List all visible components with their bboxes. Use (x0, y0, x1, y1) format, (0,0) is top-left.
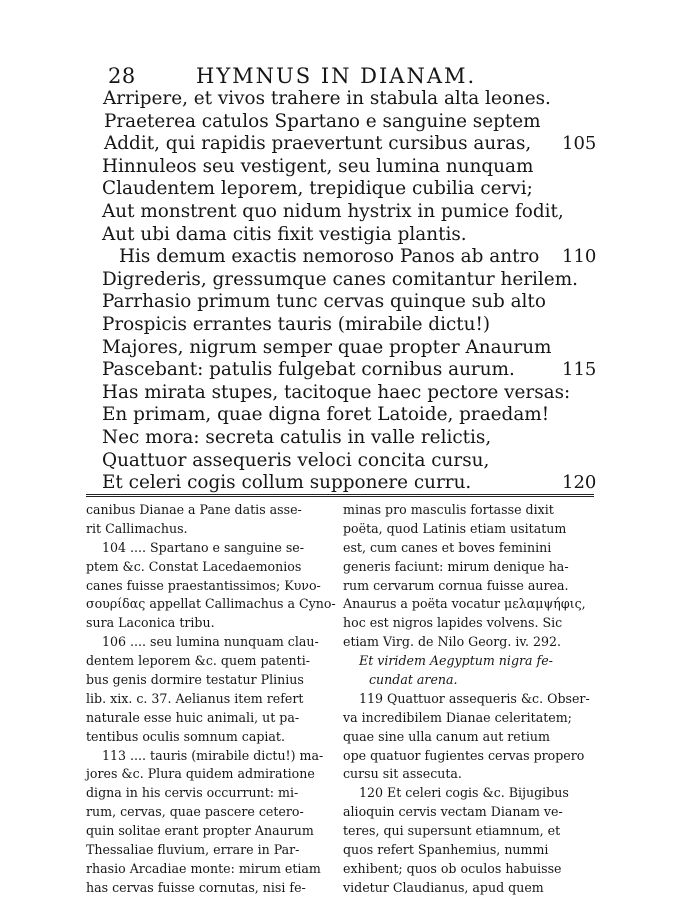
note-line: dentem leporem &c. quem patenti- (86, 653, 311, 669)
verse-line (0, 269, 694, 292)
note-line: generis faciunt: mirum denique ha- (343, 558, 569, 574)
verse-line (0, 427, 694, 450)
note-line: quos refert Spanhemius, nummi (343, 842, 549, 858)
verse-line (0, 291, 694, 314)
verse-block (0, 88, 694, 495)
line-number: 110 (562, 246, 597, 268)
note-line: est, cum canes et boves feminini (343, 539, 552, 555)
note-line: Anaurus a poëta vocatur μελαμψήφις, (343, 596, 586, 612)
verse-line (0, 246, 694, 269)
verse-line-text: Hinnuleos seu vestigent, seu lumina nunquam (102, 155, 534, 177)
verse-line-text: Claudentem leporem, trepidique cubilia cervi; (102, 178, 533, 200)
verse-line-text: Pascebant: patulis fulgebat cornibus aurum. (102, 359, 515, 381)
note-line: 113 .... tauris (mirabile dictu!) ma- (102, 747, 324, 763)
note-quotation-line: Et viridem Aegyptum nigra fe- (359, 653, 553, 669)
verse-line (0, 337, 694, 360)
verse-line-text: Digrederis, gressumque canes comitantur herilem. (102, 268, 578, 290)
note-line: sura Laconica tribu. (86, 615, 215, 631)
verse-line-text: Nec mora: secreta catulis in valle relictis, (102, 426, 492, 448)
note-line: poëta, quod Latinis etiam usitatum (343, 520, 567, 536)
verse-line-text: Quattuor assequeris veloci concita cursu, (102, 449, 490, 471)
note-line: quae sine ulla canum aut retium (343, 728, 550, 744)
verse-line-text: Arripere, et vivos trahere in stabula alta leones. (103, 88, 551, 109)
note-line: etiam Virg. de Nilo Georg. iv. 292. (343, 634, 562, 650)
note-line: naturale esse huic animali, ut pa- (86, 709, 300, 725)
verse-line (0, 450, 694, 473)
note-line: rum, cervas, quae pascere cetero- (86, 804, 304, 820)
note-line: σουρίδας appellat Callimachus a Cyno- (86, 596, 336, 612)
verse-line-text: Majores, nigrum semper quae propter Anaurum (102, 336, 552, 358)
note-line: quin solitae erant propter Anaurum (86, 823, 314, 839)
note-line: hoc est nigros lapides volvens. Sic (343, 615, 563, 631)
note-line: canes fuisse praestantissimos; Κυνο- (86, 577, 321, 593)
line-number: 120 (562, 472, 597, 494)
note-line: 106 .... seu lumina nunquam clau- (102, 634, 319, 650)
verse-line-text: Aut ubi dama citis fixit vestigia plantis. (102, 223, 467, 245)
verse-line (0, 88, 694, 111)
running-title: HYMNUS IN DIANAM. (196, 64, 477, 88)
note-line: alioquin cervis vectam Dianam ve- (343, 804, 563, 820)
verse-line-text: Addit, qui rapidis praevertunt cursibus auras, (104, 133, 532, 155)
note-line: 120 Et celeri cogis &c. Bijugibus (359, 785, 569, 801)
note-line: jores &c. Plura quidem admiratione (86, 766, 315, 782)
note-line: canibus Dianae a Pane datis asse- (86, 502, 302, 517)
note-line: 119 Quattuor assequeris &c. Obser- (359, 690, 590, 706)
note-line: va incredibilem Dianae celeritatem; (343, 709, 572, 725)
note-line: videtur Claudianus, apud quem (343, 879, 544, 895)
verse-line (0, 178, 694, 201)
verse-line (0, 382, 694, 405)
note-line: tentibus oculis somnum capiat. (86, 728, 285, 744)
note-line: Thessaliae fluvium, errare in Par- (86, 842, 300, 858)
verse-line-text: Prospicis errantes tauris (mirabile dictu!) (102, 313, 491, 335)
footnotes-left-column (86, 501, 336, 898)
verse-line (0, 472, 694, 495)
verse-line-text: Has mirata stupes, tacitoque haec pectore versas: (102, 381, 571, 403)
note-quotation-line: cundat arena. (369, 672, 458, 688)
page-number: 28 (108, 64, 136, 88)
verse-line-text: His demum exactis nemoroso Panos ab antro (119, 246, 540, 268)
note-line: ptem &c. Constat Lacedaemonios (86, 558, 302, 574)
note-line: 104 .... Spartano e sanguine se- (102, 539, 305, 555)
footnote-separator (86, 494, 594, 497)
note-line: digna in his cervis occurrunt: mi- (86, 785, 299, 801)
line-number: 115 (562, 359, 597, 381)
verse-line-text: Et celeri cogis collum supponere curru. (102, 472, 472, 494)
verse-line (0, 201, 694, 224)
note-line: has cervas fuisse cornutas, nisi fe- (86, 879, 306, 895)
verse-line-text: Praeterea catulos Spartano e sanguine septem (104, 110, 541, 132)
note-line: rhasio Arcadiae monte: mirum etiam (86, 860, 321, 876)
verse-line (0, 156, 694, 179)
line-number: 105 (562, 133, 597, 155)
verse-line (0, 224, 694, 247)
verse-line (0, 359, 694, 382)
note-line: rit Callimachus. (86, 520, 188, 536)
note-line: bus genis dormire testatur Plinius (86, 672, 304, 688)
note-line: rum cervarum cornua fuisse aurea. (343, 577, 569, 593)
note-line: lib. xix. c. 37. Aelianus item refert (86, 690, 304, 706)
note-line: cursu sit assecuta. (343, 766, 462, 782)
note-line: minas pro masculis fortasse dixit (343, 502, 554, 517)
verse-line (0, 314, 694, 337)
verse-line (0, 111, 694, 134)
footnotes-right-column (343, 501, 601, 898)
note-line: exhibent; quos ob oculos habuisse (343, 860, 562, 876)
verse-line (0, 404, 694, 427)
note-line: ope quatuor fugientes cervas propero (343, 747, 585, 763)
verse-line-text: En primam, quae digna foret Latoide, praedam! (102, 404, 550, 426)
note-line: teres, qui supersunt etiamnum, et (343, 823, 561, 839)
verse-line (0, 133, 694, 156)
verse-line-text: Parrhasio primum tunc cervas quinque sub alto (102, 291, 546, 313)
verse-line-text: Aut monstrent quo nidum hystrix in pumice fodit, (102, 200, 564, 222)
